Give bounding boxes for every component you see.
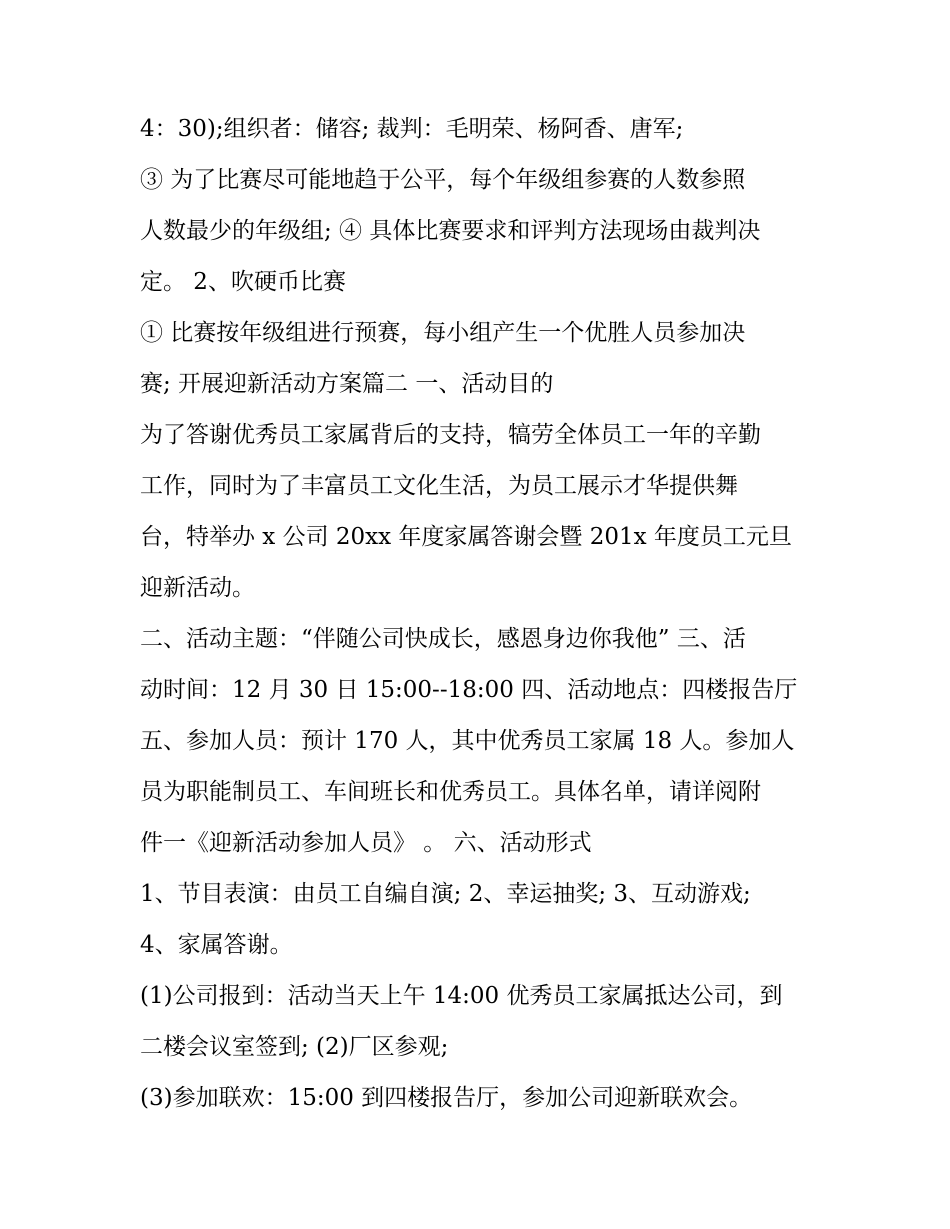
- text-line: 4、家属答谢。: [140, 932, 293, 958]
- text-line: 工作，同时为了丰富员工文化生活，为员工展示才华提供舞: [140, 473, 738, 499]
- text-line: 迎新活动。: [140, 575, 255, 601]
- text-line: ③ 为了比赛尽可能地趋于公平，每个年级组参赛的人数参照: [140, 167, 746, 193]
- text-line: 为了答谢优秀员工家属背后的支持，犒劳全体员工一年的辛勤: [140, 422, 761, 448]
- text-line: 台，特举办 x 公司 20xx 年度家属答谢会暨 201x 年度员工元旦: [140, 524, 792, 550]
- text-line: (3)参加联欢：15:00 到四楼报告厅，参加公司迎新联欢会。: [140, 1085, 753, 1111]
- text-line: 件一《迎新活动参加人员》 。 六、活动形式: [140, 830, 592, 856]
- text-line: 赛; 开展迎新活动方案篇二 一、活动目的: [140, 371, 554, 397]
- text-line: 4：30);组织者：储容; 裁判：毛明荣、杨阿香、唐军;: [140, 116, 684, 142]
- text-line: (1)公司报到：活动当天上午 14:00 优秀员工家属抵达公司，到: [140, 983, 783, 1009]
- text-line: 五、参加人员：预计 170 人，其中优秀员工家属 18 人。参加人: [140, 728, 795, 754]
- text-line: 1、节目表演：由员工自编自演; 2、幸运抽奖; 3、互动游戏;: [140, 881, 751, 907]
- text-line: 二、活动主题：“伴随公司快成长，感恩身边你我他” 三、活: [140, 626, 746, 652]
- text-line: ① 比赛按年级组进行预赛，每小组产生一个优胜人员参加决: [140, 320, 746, 346]
- text-line: 二楼会议室签到; (2)厂区参观;: [140, 1034, 449, 1060]
- text-line: 定。 2、吹硬币比赛: [140, 269, 346, 295]
- text-line: 人数最少的年级组; ④ 具体比赛要求和评判方法现场由裁判决: [140, 218, 761, 244]
- text-line: 动时间：12 月 30 日 15:00--18:00 四、活动地点：四楼报告厅: [140, 677, 798, 703]
- text-line: 员为职能制员工、车间班长和优秀员工。具体名单，请详阅附: [140, 779, 761, 805]
